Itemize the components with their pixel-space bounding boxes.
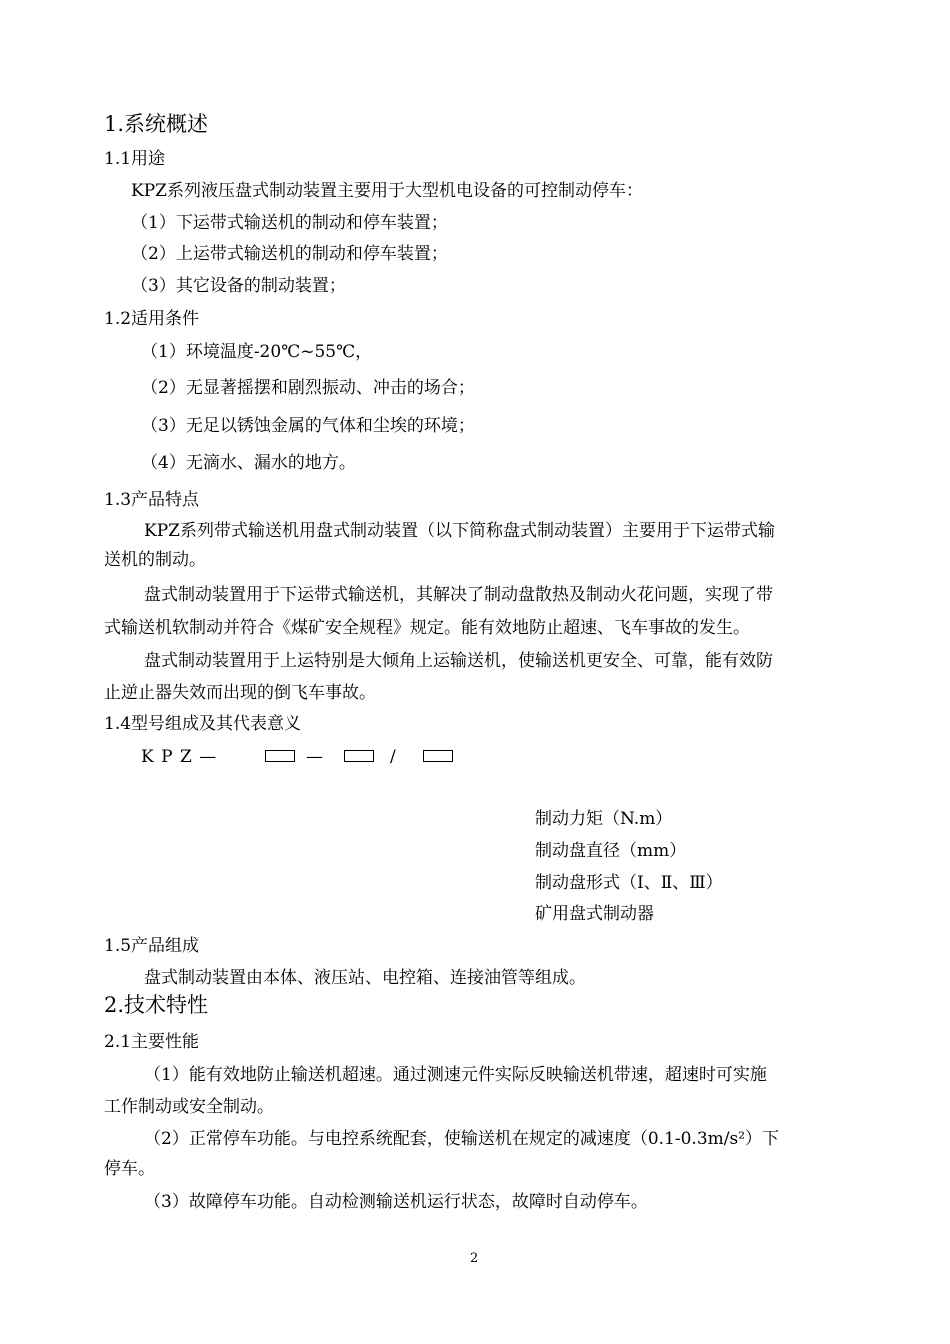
paragraph-line: （1）能有效地防止输送机超速。通过测速元件实际反映输送机带速，超速时可实施	[144, 1065, 767, 1085]
model-box-2	[344, 750, 374, 762]
model-separator: /	[390, 747, 396, 767]
page-number: 2	[470, 1251, 479, 1266]
paragraph-line: 盘式制动装置由本体、液压站、电控箱、连接油管等组成。	[144, 968, 586, 988]
paragraph-line: 盘式制动装置用于下运带式输送机，其解决了制动盘散热及制动火花问题，实现了带	[144, 585, 773, 605]
model-prefix: K P Z —	[141, 747, 218, 767]
paragraph-line: （2）正常停车功能。与电控系统配套，使输送机在规定的减速度（0.1-0.3m/s²）下	[144, 1129, 780, 1149]
section-1-5-heading: 1.5产品组成	[104, 936, 200, 956]
list-item: （1）环境温度-20℃~55℃，	[141, 342, 373, 362]
section-1-1-intro: KPZ系列液压盘式制动装置主要用于大型机电设备的可控制动停车：	[131, 181, 643, 201]
model-legend-item: 制动盘形式（Ⅰ、Ⅱ、Ⅲ）	[535, 873, 723, 893]
model-legend-item: 制动盘直径（mm）	[535, 841, 687, 861]
section-2-1-heading: 2.1主要性能	[104, 1032, 200, 1052]
model-legend-item: 矿用盘式制动器	[535, 904, 654, 924]
paragraph-line: 工作制动或安全制动。	[104, 1097, 274, 1117]
paragraph-line: 止逆止器失效而出现的倒飞车事故。	[104, 683, 376, 703]
paragraph-line: 停车。	[104, 1159, 155, 1179]
section-1-4-heading: 1.4型号组成及其代表意义	[104, 714, 302, 734]
model-box-1	[265, 750, 295, 762]
paragraph-line: （3）故障停车功能。自动检测输送机运行状态，故障时自动停车。	[144, 1192, 648, 1212]
list-item: （1）下运带式输送机的制动和停车装置；	[131, 213, 448, 233]
list-item: （2）上运带式输送机的制动和停车装置；	[131, 244, 448, 264]
paragraph-line: KPZ系列带式输送机用盘式制动装置（以下简称盘式制动装置）主要用于下运带式输	[144, 521, 775, 541]
paragraph-line: 盘式制动装置用于上运特别是大倾角上运输送机，使输送机更安全、可靠，能有效防	[144, 651, 773, 671]
list-item: （3）无足以锈蚀金属的气体和尘埃的环境；	[141, 416, 475, 436]
model-legend-item: 制动力矩（N.m）	[535, 809, 673, 829]
list-item: （2）无显著摇摆和剧烈振动、冲击的场合；	[141, 378, 475, 398]
section-1-heading: 1.系统概述	[104, 112, 209, 136]
paragraph-line: 送机的制动。	[104, 550, 206, 570]
model-separator: —	[306, 747, 323, 767]
section-1-1-heading: 1.1用途	[104, 149, 166, 169]
model-box-3	[423, 750, 453, 762]
paragraph-line: 式输送机软制动并符合《煤矿安全规程》规定。能有效地防止超速、飞车事故的发生。	[104, 618, 750, 638]
list-item: （3）其它设备的制动装置；	[131, 276, 346, 296]
list-item: （4）无滴水、漏水的地方。	[141, 453, 356, 473]
section-1-2-heading: 1.2适用条件	[104, 309, 200, 329]
section-2-heading: 2.技术特性	[104, 993, 209, 1017]
section-1-3-heading: 1.3产品特点	[104, 490, 200, 510]
